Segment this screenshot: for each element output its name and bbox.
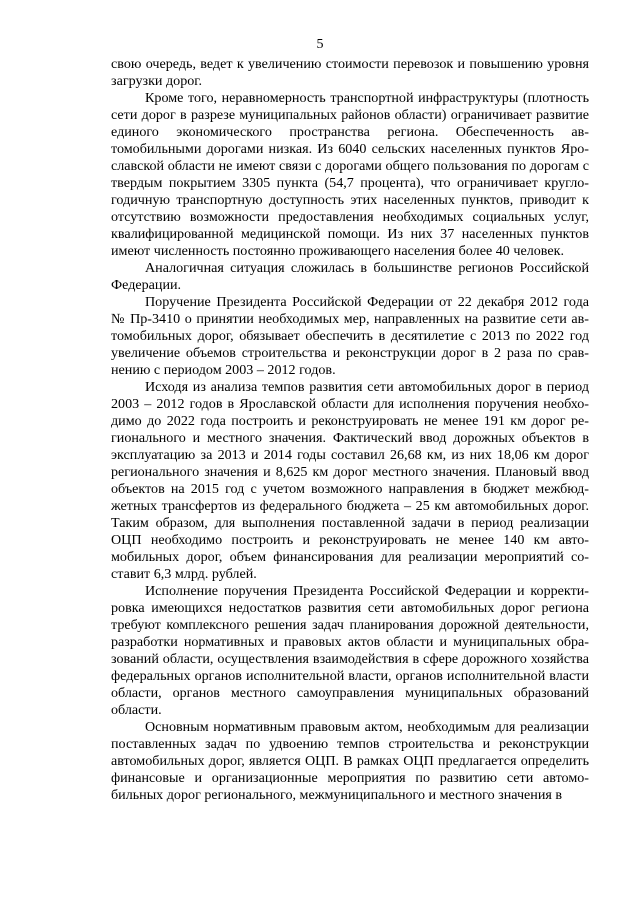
paragraph-regions: Аналогичная ситуация сложилась в большинстве регионов Российской Федерации. bbox=[111, 260, 589, 293]
paragraph-infrastructure: Кроме того, неравномерность транспортной инфраструктуры (плотность сети дорог в разрезе муниципальных районов области) ограничивает развитие единого экономического пространства региона. Обеспеченность автомобильными дорогами низкая. Из 6040 сельских населенных пунктов Ярославской области не имеют связи с дорогами общего пользования по дорогам с твердым покрытием 3305 пункта (54,7 процента), что ограничивает круглогодичную транспортную доступность этих населенных пунктов, приводит к отсутствию возможности предоставления необходимых социальных услуг, квалифицированной медицинской помощи. Из них 37 населенных пунктов имеют численность постоянно проживающего населения более 40 человек. bbox=[111, 90, 589, 259]
paragraph-normative-act: Основным нормативным правовым актом, необходимым для реализации поставленных задач по удвоению темпов строительства и реконструкции автомобильных дорог, является ОЦП. В рамках ОЦП предлагается определить финансовые и организационные мероприятия по развитию сети автомобильных дорог регионального, межмуниципального и местного значения в bbox=[111, 719, 589, 803]
paragraph-presidential-order: Поручение Президента Российской Федерации от 22 декабря 2012 года № Пр-3410 о принятии необходимых мер, направленных на развитие сети автомобильных дорог, обязывает обеспечить в десятилетие с 2013 по 2022 год увеличение объемов строительства и реконструкции дорог в 2 раза по сравнению с периодом 2003 – 2012 годов. bbox=[111, 294, 589, 378]
paragraph-continuation: свою очередь, ведет к увеличению стоимости перевозок и повышению уровня загрузки дорог. bbox=[111, 56, 589, 89]
paragraph-execution: Исполнение поручения Президента Российской Федерации и корректировка имеющихся недостатков развития сети автомобильных дорог региона требуют комплексного решения задач планирования дорожной деятельности, разработки нормативных и правовых актов области и муниципальных образований области, осуществления взаимодействия в сфере дорожного хозяйства федеральных органов исполнительной власти, органов исполнительной власти области, органов местного самоуправления муниципальных образований области. bbox=[111, 583, 589, 718]
paragraph-analysis: Исходя из анализа темпов развития сети автомобильных дорог в период 2003 – 2012 годов в Ярославской области для исполнения поручения необходимо до 2022 года построить и реконструировать не менее 191 км дорог регионального и местного значения. Фактический ввод дорожных объектов в эксплуатацию за 2013 и 2014 годы составил 26,68 км, из них 18,06 км дорог регионального значения и 8,625 км дорог местного значения. Плановый ввод объектов на 2015 год с учетом возможного направления в бюджет межбюджетных трансфертов из федерального бюджета – 25 км автомобильных дорог. Таким образом, для выполнения поставленной задачи в период реализации ОЦП необходимо построить и реконструировать не менее 140 км автомобильных дорог, объем финансирования для реализации мероприятий составит 6,3 млрд. рублей. bbox=[111, 379, 589, 582]
page-number: 5 bbox=[316, 37, 324, 52]
body-text bbox=[111, 56, 589, 804]
